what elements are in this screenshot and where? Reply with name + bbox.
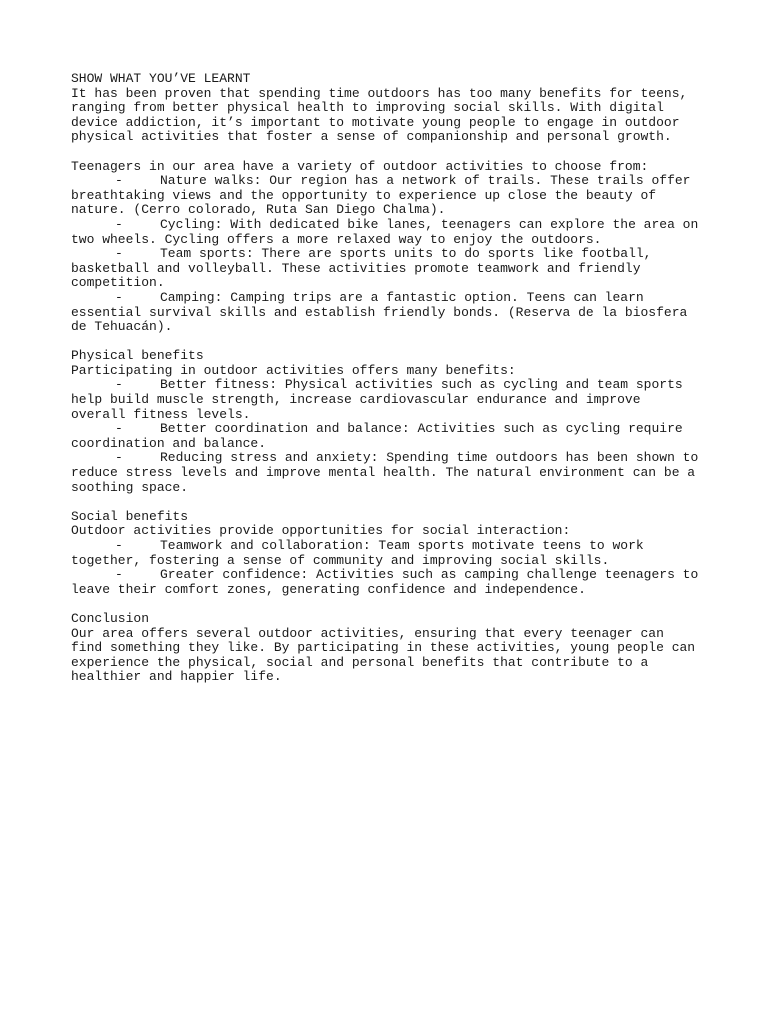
social-benefits-heading: Social benefits (71, 508, 189, 524)
list-item-text: Reducing stress and anxiety: Spending time outdoors has been shown to reduce stress levels and improve mental health. The natural environment can be a soothing space. (71, 450, 699, 495)
list-item-text: Greater confidence: Activities such as camping challenge teenagers to leave their comfort zones, generating confidence and independence. (71, 567, 699, 597)
list-item-text: Better coordination and balance: Activities such as cycling require coordination and balance. (71, 421, 683, 451)
list-item (71, 422, 699, 451)
bullet-dash: - (115, 538, 123, 553)
spacer (71, 335, 699, 350)
bullet-dash: - (115, 421, 123, 437)
bullet-dash: - (115, 567, 123, 583)
list-item (71, 378, 699, 422)
list-item (71, 451, 699, 495)
list-item (71, 218, 699, 247)
list-item-text: Teamwork and collaboration: Team sports motivate teens to work together, fostering a sense of community and improving social skills. (71, 538, 644, 568)
list-item-text: Cycling: With dedicated bike lanes, teenagers can explore the area on two wheels. Cycling offers a more relaxed way to enjoy the outdoors. (71, 216, 699, 247)
list-item (71, 291, 699, 335)
activities-lead: Teenagers in our area have a variety of outdoor activities to choose from: (71, 158, 649, 174)
spacer (71, 597, 699, 612)
list-item (71, 568, 699, 597)
list-item-text: Team sports: There are sports units to do sports like football, basketball and volleyball. These activities promote teamwork and friendly competition. (71, 246, 652, 291)
spacer (71, 145, 699, 160)
list-item (71, 539, 699, 568)
list-item-text: Nature walks: Our region has a network of trails. These trails offer breathtaking views and the opportunity to experience up close the beauty of nature. (Cerro colorado, Ruta San Diego Chalma). (71, 173, 691, 218)
spacer (71, 495, 699, 510)
list-item (71, 247, 699, 291)
list-item (71, 174, 699, 218)
list-item-text: Camping: Camping trips are a fantastic option. Teens can learn essential survival skills and establish friendly bonds. (Reserva de la biosfera de Tehuacán). (71, 289, 688, 335)
document-body (71, 72, 699, 685)
bullet-dash: - (115, 289, 123, 305)
list-item-text: Better fitness: Physical activities such as cycling and team sports help build muscle strength, increase cardiovascular endurance and improve overall fitness levels. (71, 377, 683, 422)
social-benefits-lead: Outdoor activities provide opportunities for social interaction: (71, 523, 571, 539)
bullet-dash: - (115, 216, 123, 232)
bullet-dash: - (115, 246, 123, 262)
physical-benefits-lead: Participating in outdoor activities offers many benefits: (71, 362, 516, 378)
conclusion-heading: Conclusion (71, 610, 150, 626)
bullet-dash: - (115, 173, 123, 189)
bullet-dash: - (115, 377, 123, 393)
bullet-dash: - (115, 450, 123, 466)
conclusion-paragraph: Our area offers several outdoor activities, ensuring that every teenager can find something they like. By participating in these activities, young people can experience the physical, social and personal benefits that contribute to a healthier and happier life. (71, 625, 696, 685)
intro-paragraph: It has been proven that spending time outdoors has too many benefits for teens, ranging from better physical health to improving social skills. With digital device addiction, it’s important to motivate young people to engage in outdoor physical activities that foster a sense of companionship and personal growth. (71, 85, 688, 145)
physical-benefits-heading: Physical benefits (71, 348, 204, 364)
document-title: SHOW WHAT YOU’VE LEARNT (71, 71, 251, 86)
